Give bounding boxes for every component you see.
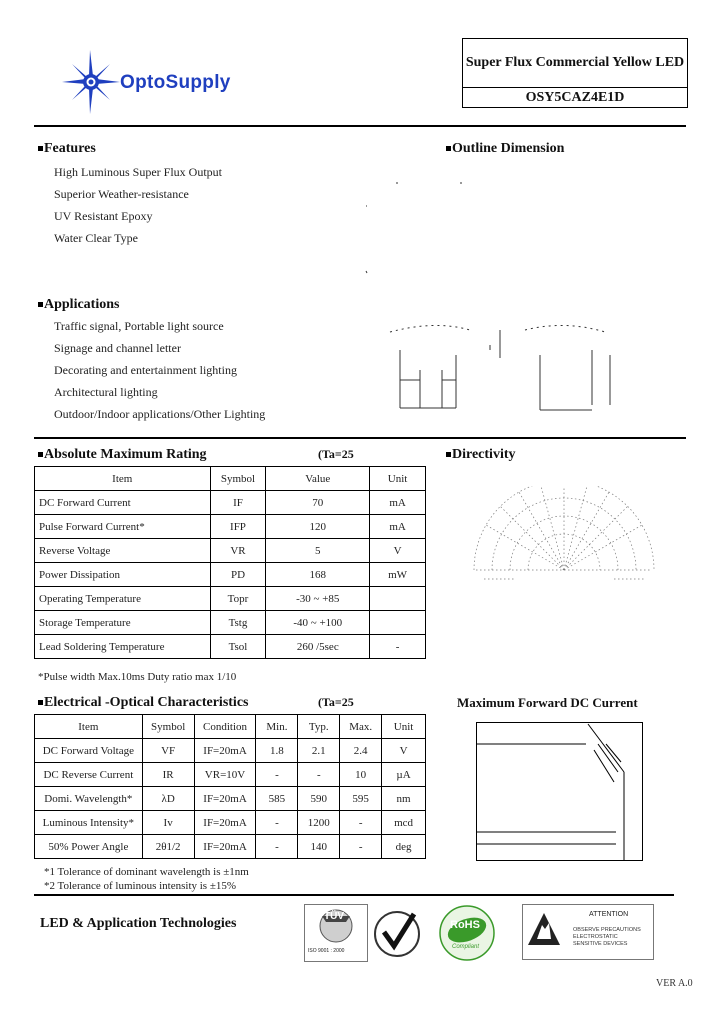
cell: Reverse Voltage: [35, 539, 211, 563]
cell: VF: [142, 739, 194, 763]
table-row: [35, 515, 426, 539]
quality-badge: [370, 904, 424, 962]
table-row: [35, 539, 426, 563]
application-item: Signage and channel letter: [54, 341, 181, 355]
cell: Domi. Wavelength*: [35, 787, 143, 811]
applications-heading-text: Applications: [44, 297, 120, 312]
table-row: [35, 835, 426, 859]
electrical-condition: (Ta=25: [318, 695, 354, 709]
tuv-label: TÜV: [324, 911, 344, 922]
cell: -: [340, 811, 382, 835]
col-header: Value: [266, 467, 370, 491]
cell: IF=20mA: [194, 835, 256, 859]
cell: -: [340, 835, 382, 859]
cell: 140: [298, 835, 340, 859]
cell: Iv: [142, 811, 194, 835]
application-item: Architectural lighting: [54, 385, 158, 399]
cell: VR=10V: [194, 763, 256, 787]
rohs-sub: Compliant: [452, 944, 480, 950]
outline-heading-text: Outline Dimension: [452, 141, 565, 156]
cell: 1200: [298, 811, 340, 835]
cell: [370, 611, 426, 635]
cell: Storage Temperature: [35, 611, 211, 635]
table-row: [35, 635, 426, 659]
col-header: Symbol: [142, 715, 194, 739]
abs-max-note: *Pulse width Max.10ms Duty ratio max 1/10: [38, 671, 237, 683]
electrical-note: *2 Tolerance of luminous intensity is ±15%: [44, 880, 237, 892]
cell: IFP: [210, 515, 266, 539]
table-row: [35, 491, 426, 515]
cell: 260 /5sec: [266, 635, 370, 659]
cell: IF=20mA: [194, 787, 256, 811]
cell: 2θ1/2: [142, 835, 194, 859]
esd-hand-icon: [527, 911, 561, 947]
cell: mA: [370, 491, 426, 515]
checkmark-seal-icon: [370, 904, 424, 962]
iso-label: ISO 9001 : 2000: [308, 948, 345, 954]
table-header-row: [35, 467, 426, 491]
table-row: [35, 763, 426, 787]
esd-line: ELECTROSTATIC: [573, 934, 618, 940]
electrical-table: [34, 714, 426, 859]
rohs-badge: [430, 904, 504, 962]
cell: V: [382, 739, 426, 763]
cell: Operating Temperature: [35, 587, 211, 611]
col-header: Item: [35, 467, 211, 491]
esd-text: [573, 927, 641, 948]
company-name: LED & Application Technologies: [40, 916, 237, 931]
footer-divider: [34, 894, 674, 896]
cell: -: [256, 835, 298, 859]
cell: 50% Power Angle: [35, 835, 143, 859]
abs-max-table: [34, 466, 426, 659]
features-heading: [38, 141, 96, 157]
feature-item: Water Clear Type: [54, 231, 138, 245]
directivity-heading: [446, 447, 516, 463]
cell: mW: [370, 563, 426, 587]
cell: 120: [266, 515, 370, 539]
cell: -: [370, 635, 426, 659]
cell: V: [370, 539, 426, 563]
table-header-row: [35, 715, 426, 739]
application-item: Outdoor/Indoor applications/Other Lighting: [54, 407, 266, 421]
electrical-note: *1 Tolerance of dominant wavelength is ±1nm: [44, 866, 249, 878]
cell: -: [256, 811, 298, 835]
tuv-badge: [304, 904, 368, 962]
cell: 168: [266, 563, 370, 587]
cell: DC Forward Voltage: [35, 739, 143, 763]
table-row: [35, 611, 426, 635]
cell: -: [298, 763, 340, 787]
esd-title: ATTENTION: [589, 911, 629, 918]
version-label: VER A.0: [656, 978, 693, 989]
max-current-chart: [476, 722, 644, 862]
cell: deg: [382, 835, 426, 859]
abs-max-heading: [38, 447, 207, 463]
cell: Tstg: [210, 611, 266, 635]
product-title: Super Flux Commercial Yellow LED: [463, 39, 687, 88]
part-number: OSY5CAZ4E1D: [525, 89, 625, 105]
cell: Lead Soldering Temperature: [35, 635, 211, 659]
col-header: Condition: [194, 715, 256, 739]
electrical-heading: [38, 695, 248, 711]
col-header: Unit: [370, 467, 426, 491]
cell: 590: [298, 787, 340, 811]
cell: nm: [382, 787, 426, 811]
max-current-heading: Maximum Forward DC Current: [457, 695, 638, 710]
cell: λD: [142, 787, 194, 811]
cell: 2.1: [298, 739, 340, 763]
applications-heading: [38, 297, 119, 313]
section-divider: [34, 437, 686, 439]
abs-max-condition: (Ta=25: [318, 447, 354, 461]
table-row: [35, 587, 426, 611]
title-box: [462, 38, 688, 108]
table-row: [35, 739, 426, 763]
abs-max-heading-text: Absolute Maximum Rating: [44, 447, 207, 462]
col-header: Item: [35, 715, 143, 739]
outline-heading: [446, 141, 564, 157]
table-row: [35, 787, 426, 811]
cell: µA: [382, 763, 426, 787]
cell: 595: [340, 787, 382, 811]
cell: Pulse Forward Current*: [35, 515, 211, 539]
cell: IF=20mA: [194, 739, 256, 763]
cell: 5: [266, 539, 370, 563]
cell: -30 ~ +85: [266, 587, 370, 611]
cell: IF: [210, 491, 266, 515]
cell: 585: [256, 787, 298, 811]
application-item: Decorating and entertainment lighting: [54, 363, 237, 377]
features-heading-text: Features: [44, 141, 96, 156]
cell: 2.4: [340, 739, 382, 763]
table-row: [35, 811, 426, 835]
directivity-heading-text: Directivity: [452, 447, 516, 462]
cell: DC Reverse Current: [35, 763, 143, 787]
cell: -40 ~ +100: [266, 611, 370, 635]
cell: PD: [210, 563, 266, 587]
application-item: Traffic signal, Portable light source: [54, 319, 224, 333]
rohs-label: RoHS: [450, 919, 480, 931]
cell: mcd: [382, 811, 426, 835]
directivity-plot: [466, 486, 662, 580]
col-header: Typ.: [298, 715, 340, 739]
cell: 1.8: [256, 739, 298, 763]
feature-item: Superior Weather-resistance: [54, 187, 189, 201]
cell: mA: [370, 515, 426, 539]
outline-drawing: [360, 170, 620, 420]
header-divider: [34, 125, 686, 127]
cell: [370, 587, 426, 611]
electrical-heading-text: Electrical -Optical Characteristics: [44, 695, 249, 710]
cell: IR: [142, 763, 194, 787]
cell: DC Forward Current: [35, 491, 211, 515]
esd-line: OBSERVE PRECAUTIONS: [573, 927, 641, 933]
cell: 70: [266, 491, 370, 515]
feature-item: High Luminous Super Flux Output: [54, 165, 223, 179]
cell: Power Dissipation: [35, 563, 211, 587]
cell: -: [256, 763, 298, 787]
brand-name: OptoSupply: [120, 72, 231, 93]
table-row: [35, 563, 426, 587]
col-header: Min.: [256, 715, 298, 739]
col-header: Max.: [340, 715, 382, 739]
cell: VR: [210, 539, 266, 563]
cell: IF=20mA: [194, 811, 256, 835]
col-header: Unit: [382, 715, 426, 739]
cell: Luminous Intensity*: [35, 811, 143, 835]
feature-item: UV Resistant Epoxy: [54, 209, 153, 223]
cell: 10: [340, 763, 382, 787]
esd-warning: [522, 904, 654, 960]
cell: Tsol: [210, 635, 266, 659]
cell: Topr: [210, 587, 266, 611]
esd-line: SENSITIVE DEVICES: [573, 941, 628, 947]
col-header: Symbol: [210, 467, 266, 491]
rohs-leaf-icon: [430, 904, 504, 962]
star-logo-icon: [62, 50, 122, 114]
